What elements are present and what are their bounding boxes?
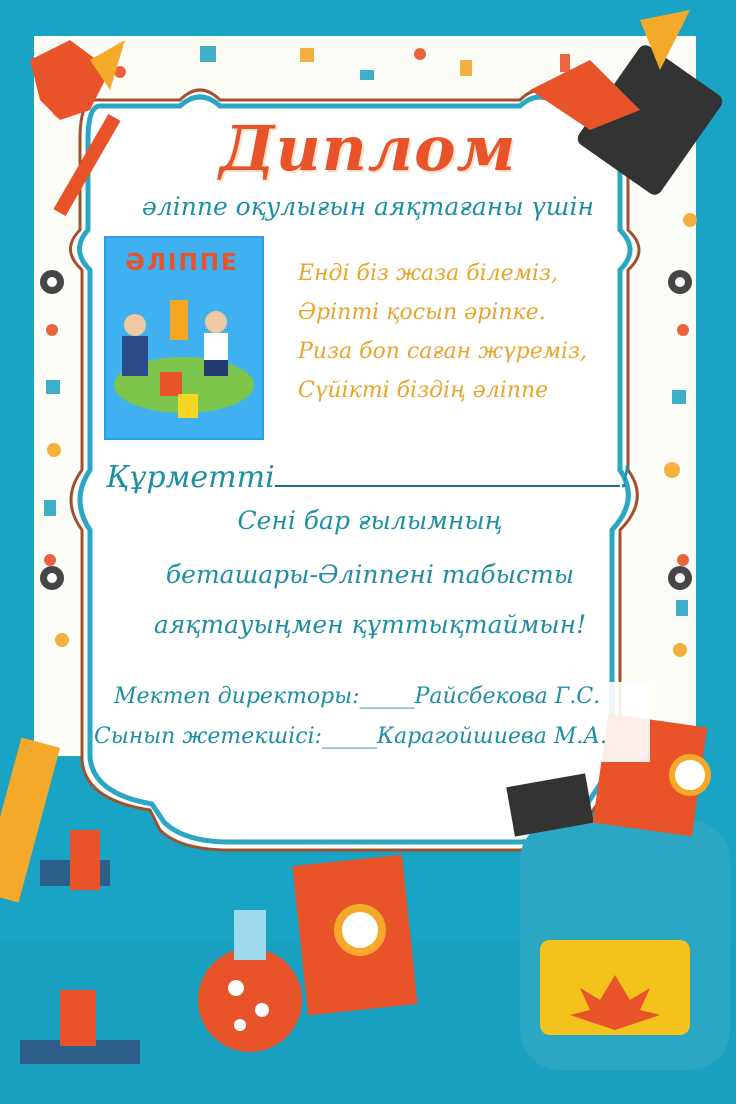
signature-name: Райсбекова Г.С. [414, 684, 601, 709]
signature-teacher [94, 724, 607, 749]
signature-director [114, 684, 600, 709]
greeting [106, 460, 632, 495]
message-line: Сені бар ғылымның [237, 506, 503, 535]
poem [298, 254, 628, 410]
certificate-subtitle: әліппе оқулығын аяқтағаны үшін [142, 192, 594, 221]
book-cover-title: ӘЛІППЕ [125, 250, 239, 276]
message-line: аяқтауыңмен құттықтаймын! [153, 610, 587, 639]
greeting-end: ! [619, 460, 632, 495]
signature-blank: _____ [322, 724, 378, 749]
poem-line: Сүйікті біздің әліппе [298, 378, 549, 403]
signature-role: Сынып жетекшісі: [94, 724, 323, 749]
poem-line: Енді біз жаза білеміз, [298, 261, 558, 286]
certificate-title: Диплом [219, 112, 517, 185]
message-line: беташары-Әліппені табысты [165, 560, 575, 589]
poem-line: Әріпті қосып әріпке. [298, 300, 546, 325]
signature-blank: _____ [359, 684, 415, 709]
poem-line: Риза боп саған жүреміз, [298, 339, 588, 364]
greeting-word: Құрметті [106, 460, 275, 495]
name-blank-line[interactable] [275, 461, 620, 487]
signature-name: Карагойшиева М.А. [377, 724, 608, 749]
signature-role: Мектеп директоры: [114, 684, 360, 709]
